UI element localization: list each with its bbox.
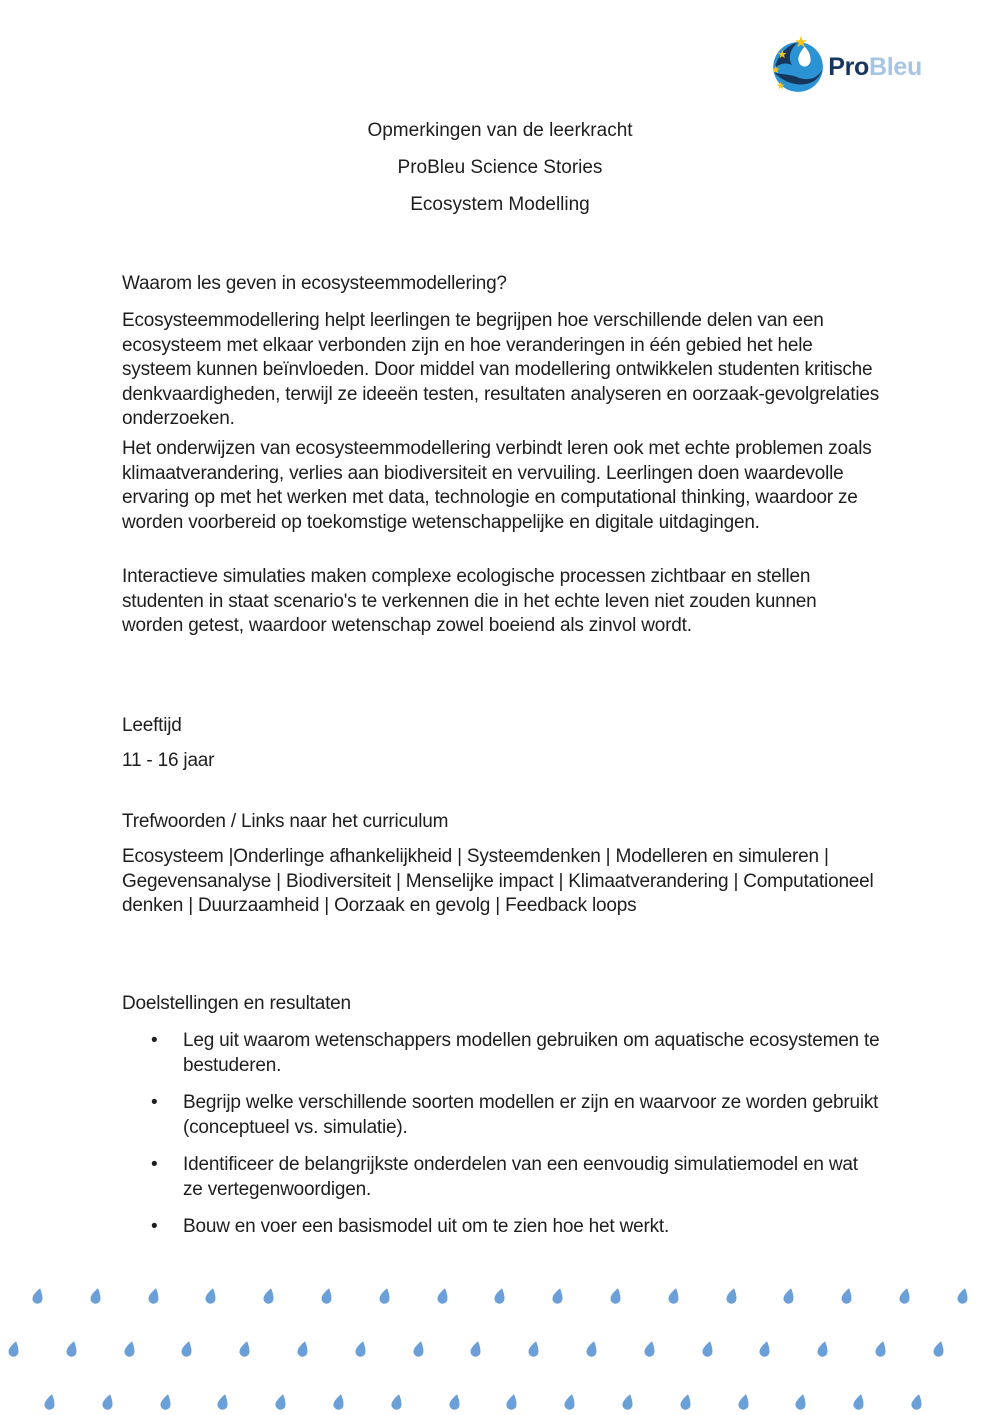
document-title-line-2: ProBleu Science Stories	[397, 157, 603, 178]
document-title-line-1: Opmerkingen van de leerkracht	[367, 120, 633, 141]
section-heading-age: Leeftijd	[122, 715, 182, 736]
water-drop-icon	[64, 1340, 80, 1359]
water-drop-icon	[909, 1393, 925, 1412]
goal-list-item	[122, 1029, 880, 1078]
logo-text-bleu: Bleu	[869, 52, 922, 81]
star-icon: ★	[776, 81, 786, 92]
goal-list-item	[122, 1215, 880, 1240]
bullet-icon: •	[151, 1030, 158, 1051]
document-title-line-3: Ecosystem Modelling	[410, 194, 590, 215]
logo-text-pro: Pro	[828, 52, 870, 81]
star-icon: ★	[771, 65, 781, 76]
goal-list-item	[122, 1153, 880, 1202]
goal-text: Bouw en voer een basismodel uit om te zien hoe het werkt.	[183, 1216, 670, 1237]
water-drop-icon	[42, 1393, 58, 1412]
bullet-icon: •	[151, 1092, 158, 1113]
water-drop-icon	[100, 1393, 116, 1412]
water-drop-icon	[88, 1287, 104, 1306]
water-drop-icon	[6, 1340, 22, 1359]
why-paragraph-2: Het onderwijzen van ecosysteemmodellering verbindt leren ook met echte problemen zoals klimaatverandering, verlies aan biodiversiteit en vervuiling. Leerlingen doen waardevolle ervaring op met het werken met data, technologie en computational thinking, waardoor ze worden voorbereid op toekomstige wetenschappelijke en digitale uitdagingen.	[122, 438, 872, 533]
water-drop-icon	[931, 1340, 947, 1359]
goals-list	[122, 1029, 880, 1253]
keywords-value: Ecosysteem |Onderlinge afhankelijkheid | Systeemdenken | Modelleren en simuleren | Gegevensanalyse | Biodiversiteit | Menselijke impact | Klimaatverandering | Computationeel denken | Duurzaamheid | Oorzaak en gevolg | Feedback loops	[122, 846, 874, 916]
why-paragraph-1: Ecosysteemmodellering helpt leerlingen te begrijpen hoe verschillende delen van een ecosysteem met elkaar verbonden zijn en hoe veranderingen in één gebied het hele systeem kunnen beïnvloeden. Door middel van modellering ontwikkelen studenten kritische denkvaardigheden, terwijl ze ideeën testen, resultaten analyseren en oorzaak-gevolgrelaties onderzoeken.	[122, 310, 880, 429]
goal-text: Begrijp welke verschillende soorten modellen er zijn en waarvoor ze worden gebruikt (conceptueel vs. simulatie).	[183, 1092, 879, 1138]
bullet-icon: •	[151, 1216, 158, 1237]
goal-text: Identificeer de belangrijkste onderdelen van een eenvoudig simulatiemodel en wat ze vertegenwoordigen.	[183, 1154, 858, 1200]
document-body	[122, 0, 880, 1415]
star-icon: ★	[794, 34, 808, 51]
goal-text: Leg uit waarom wetenschappers modellen gebruiken om aquatische ecosystemen te bestuderen.	[183, 1030, 880, 1076]
water-drop-icon	[955, 1287, 971, 1306]
section-heading-goals: Doelstellingen en resultaten	[122, 993, 351, 1014]
goal-list-item	[122, 1091, 880, 1140]
water-drop-icon	[897, 1287, 913, 1306]
why-paragraph-3: Interactieve simulaties maken complexe ecologische processen zichtbaar en stellen studenten in staat scenario's te verkennen die in het echte leven niet zouden kunnen worden getest, waardoor wetenschap zowel boeiend als zinvol wordt.	[122, 566, 817, 636]
water-drop-icon	[30, 1287, 46, 1306]
section-heading-keywords: Trefwoorden / Links naar het curriculum	[122, 811, 449, 832]
age-value: 11 - 16 jaar	[122, 750, 215, 771]
section-heading-why: Waarom les geven in ecosysteemmodellering?	[122, 273, 507, 294]
bullet-icon: •	[151, 1154, 158, 1175]
star-icon: ★	[777, 49, 788, 61]
